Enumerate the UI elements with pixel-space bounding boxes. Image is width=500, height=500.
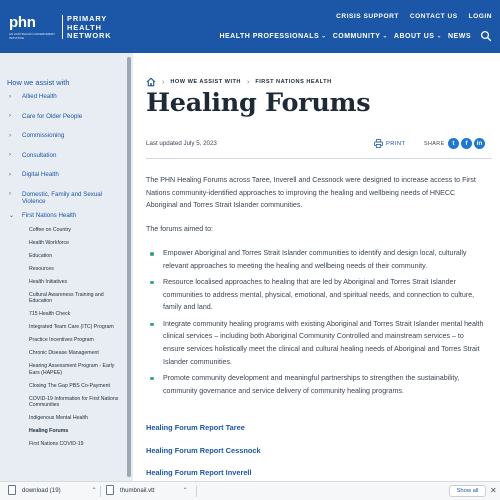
page-title: Healing Forums [146,88,371,118]
download-bar [0,481,500,500]
logo-phn-text: phn [9,14,36,31]
download-item-1[interactable] [8,485,97,495]
logo-subtext: AN AUSTRALIAN GOVERNMENT INITIATIVE [9,32,55,40]
home-icon[interactable] [146,77,156,87]
main-nav [219,30,492,42]
breadcrumb-first-nations-health[interactable]: FIRST NATIONS HEALTH [255,79,332,85]
sidebar-item-care-for-older-people[interactable] [0,113,126,121]
sidebar-item-allied-health[interactable] [0,93,126,101]
sidebar-scrollbar-thumb[interactable] [127,57,131,477]
sidebar [0,53,133,481]
chevron-right-icon: › [9,191,11,197]
crisis-support-link[interactable]: CRISIS SUPPORT [336,13,399,20]
sidebar-subitem-first-nations-covid-19[interactable]: First Nations COVID-19 [29,441,84,448]
sidebar-item-label: Digital Health [22,171,59,178]
nav-label: HEALTH PROFESSIONALS [219,32,320,40]
nav-about-us[interactable] [394,33,442,40]
contact-us-link[interactable]: CONTACT US [409,13,458,20]
sidebar-item-label: Consultation [22,151,57,159]
sidebar-subitem-integrated-team-care[interactable]: Integrated Team Care (ITC) Program [29,324,114,331]
list-item-text: Empower Aboriginal and Torres Strait Islander communities to identify and design local, culturally relevant approaches to meeting the healing and wellbeing needs of their community. [163,249,467,270]
nav-community[interactable] [333,33,388,40]
logo-divider [62,15,63,39]
sidebar-item-label: Allied Health [22,93,57,100]
sidebar-subitem-closing-the-gap[interactable]: Closing The Gap PBS Co-Payment [29,382,110,389]
list-item-text: Resource localised approaches to healing that are led by Aboriginal and Torres Strait Islander communities to address mental, physical, emotional, and spiritual needs, and connection to culture, family and land. [163,277,475,312]
brand-line-1: PRIMARY [67,14,108,23]
chevron-right-icon: › [162,78,165,86]
share-icons [448,138,485,149]
chevron-right-icon: › [9,132,11,139]
login-link[interactable]: LOGIN [468,13,492,20]
sidebar-item-commissioning[interactable] [0,132,126,140]
chevron-right-icon: › [9,171,11,178]
download-filename: download (19) [22,486,61,494]
print-button[interactable] [374,139,405,148]
linkedin-icon[interactable]: in [474,138,485,149]
brand-line-3: NETWORK [67,31,112,41]
aims-list [149,247,485,401]
chevron-up-icon[interactable]: ⌃ [182,487,188,494]
download-item-2[interactable] [106,485,188,495]
chevron-down-icon: ⌄ [321,33,327,39]
bullet-dot [150,281,154,285]
chevron-down-icon: ⌄ [436,33,442,39]
report-link-inverell[interactable]: Healing Forum Report Inverell [146,468,252,477]
sidebar-item-label: Care for Older People [22,112,83,120]
sidebar-item-domestic-family-sexual-violence[interactable] [0,191,126,206]
list-item [149,318,485,369]
nav-label: ABOUT US [393,32,435,40]
chevron-right-icon: › [9,152,11,158]
chevron-right-icon: › [246,78,250,86]
divider [146,158,492,159]
sidebar-subitem-coffee-on-country[interactable]: Coffee on Country [29,226,72,233]
chevron-right-icon: › [9,113,11,119]
file-icon [106,485,114,495]
nav-label: COMMUNITY [332,32,381,40]
sidebar-subitem-hearing-assessment[interactable]: Hearing Assessment Program - Early Ears (HAPEE) [29,363,115,376]
show-all-button[interactable]: Show all [449,485,486,497]
download-filename: thumbnail.vtt [120,486,155,494]
sidebar-subitem-715-health-check[interactable]: 715 Health Check [29,311,71,318]
nav-news[interactable] [448,33,471,40]
brand-line-2: HEALTH [67,22,102,32]
phn-logo[interactable] [9,12,113,42]
nav-label: NEWS [448,32,471,40]
sidebar-title: How we assist with [7,78,70,87]
sidebar-subitem-chronic-disease[interactable]: Chronic Disease Management [29,350,99,357]
close-icon[interactable]: ✕ [490,486,497,495]
nav-health-professionals[interactable] [219,33,326,40]
bullet-dot [150,323,154,327]
sidebar-subitem-healing-forums[interactable]: Healing Forums [29,428,69,435]
sidebar-subitem-indigenous-mental-health[interactable]: Indigenous Mental Health [29,415,88,422]
sidebar-item-label: Commissioning [22,132,65,139]
sidebar-item-first-nations-health[interactable] [0,212,126,220]
list-item [149,372,485,397]
breadcrumb-how-we-assist[interactable]: HOW WE ASSIST WITH [170,79,241,85]
sidebar-list [0,93,126,454]
sidebar-item-label: First Nations Health [22,212,77,220]
chevron-down-icon: ⌄ [382,33,388,39]
breadcrumb [146,77,332,87]
download-separator [196,486,197,497]
search-icon[interactable] [480,30,492,42]
chevron-down-icon: ⌄ [9,212,15,219]
list-item-text: Promote community development and meaningful partnerships to strengthen the sustainability, community governance and service delivery of community healing programs. [163,373,460,395]
sidebar-subitem-health-workforce[interactable]: Health Workforce [29,239,69,246]
meta-row [146,137,492,153]
share-label: SHARE [424,141,445,147]
sidebar-subitem-resources[interactable]: Resources [29,265,54,272]
sidebar-subitem-education[interactable]: Education [29,252,53,259]
print-label: PRINT [386,140,406,147]
chevron-up-icon[interactable]: ⌃ [91,487,97,494]
intro-paragraph: The PHN Healing Forums across Taree, Inverell and Cessnock were designed to increase access to First Nations community-identified approaches to improving the healing and wellbeing needs of HNECC Aboriginal and Torres Strait Islander communities. [146,176,476,209]
bullet-dot [150,377,154,381]
sidebar-item-label: Domestic, Family and Sexual Violence [22,190,103,206]
aims-paragraph: The forums aimed to: [146,225,214,233]
list-item [149,276,485,314]
sidebar-scrollbar[interactable] [127,57,131,477]
report-link-taree[interactable]: Healing Forum Report Taree [146,423,245,432]
last-updated: Last updated July 5, 2023 [146,140,217,147]
sidebar-subitem-cultural-awareness-training[interactable]: Cultural Awareness Training and Education [29,291,104,305]
facebook-icon[interactable]: f [461,138,472,149]
sidebar-sublist-first-nations [29,227,119,448]
file-icon [8,485,16,495]
sidebar-subitem-practice-incentives[interactable]: Practice Incentives Program [29,337,94,344]
top-links [336,13,492,20]
download-separator [100,486,101,497]
main-content [146,53,492,481]
twitter-icon[interactable]: t [448,138,459,149]
sidebar-item-consultation[interactable] [0,152,126,160]
printer-icon [374,139,383,148]
list-item [149,247,485,272]
chevron-right-icon: › [9,93,11,100]
list-item-text: Integrate community healing programs with existing Aboriginal and Torres Strait Islander mental health clinical services – including both Aboriginal Community Controlled and mainstream services – to ensure services holistically meet the clinical and cultural healing needs of Aboriginal and Torres Strait Islander communities. [163,319,484,366]
report-link-cessnock[interactable]: Healing Forum Report Cessnock [146,446,261,455]
sidebar-subitem-health-initiatives[interactable]: Health Initiatives [29,278,68,285]
logo-wordmark [67,15,111,41]
site-header [0,0,500,53]
bullet-dot [150,252,154,256]
sidebar-item-digital-health[interactable] [0,171,126,179]
sidebar-subitem-covid-19-information[interactable]: COVID-19 Information for First Nations Communities [29,395,119,409]
